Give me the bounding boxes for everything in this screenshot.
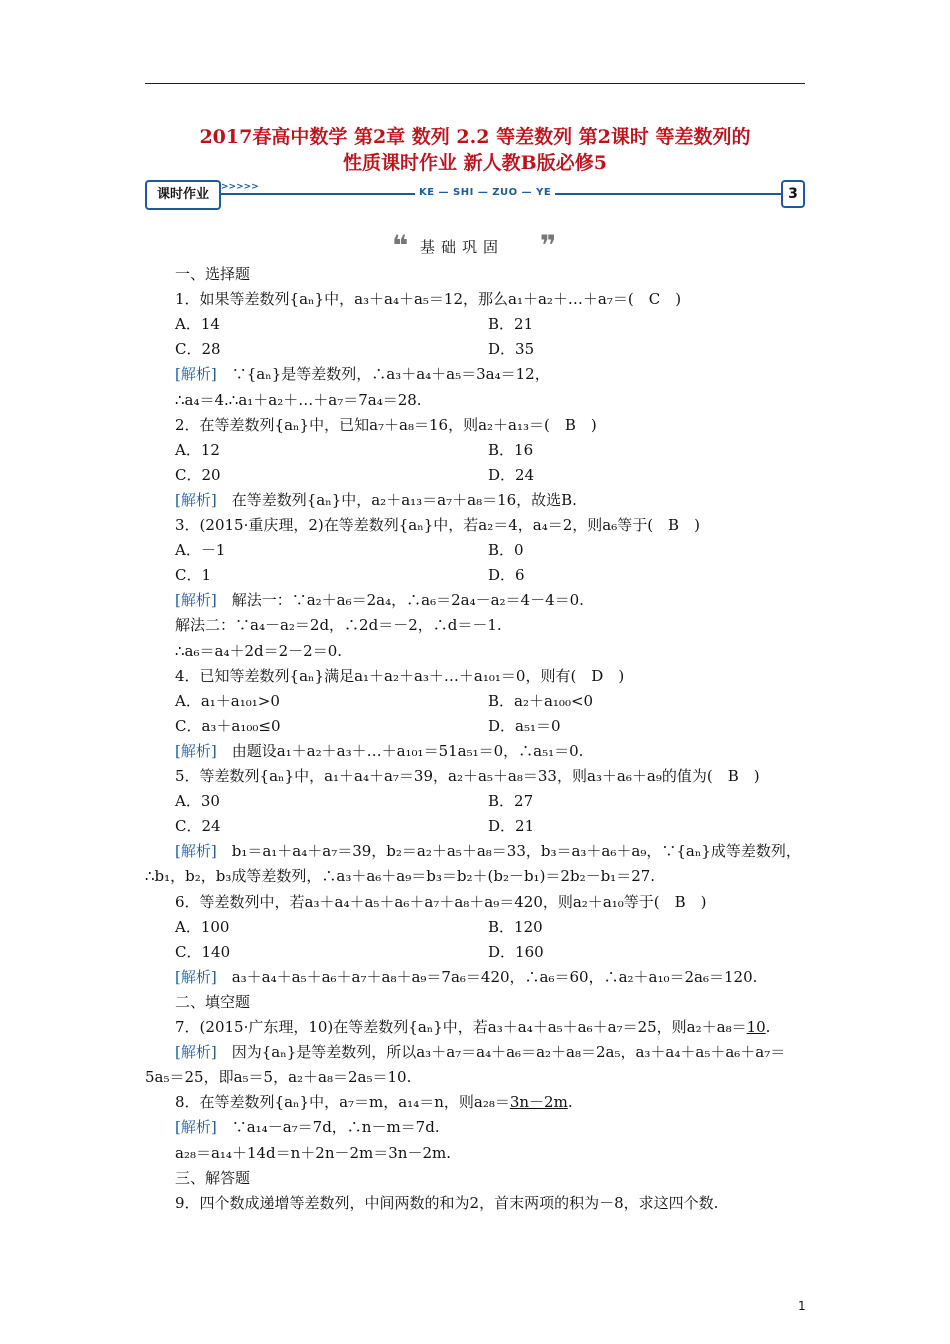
line-text: A．a₁＋a₁₀₁>0	[175, 691, 280, 710]
text-line	[175, 689, 280, 714]
banner-pinyin: KE — SHI — ZUO — YE	[415, 187, 555, 198]
text-line	[175, 965, 757, 990]
text-line	[175, 262, 250, 287]
line-text: 5a₅＝25，即a₅＝5，a₂＋a₈＝2a₅＝10.	[145, 1068, 412, 1087]
line-text: 因为{aₙ}是等差数列，所以a₃＋a₇＝a₄＋a₆＝a₂＋a₈＝2a₅，a₃＋a₄＋a₅＋a₆＋a₇＝	[216, 1043, 786, 1062]
header-rule	[145, 83, 805, 84]
line-text: ∴a₆＝a₄＋2d＝2－2＝0.	[175, 641, 343, 660]
line-text: C．a₃＋a₁₀₀≤0	[175, 716, 281, 735]
option-text: D．6	[488, 566, 525, 585]
line-text: A．12	[175, 440, 220, 459]
text-line	[175, 664, 624, 689]
line-text: A．14	[175, 315, 220, 334]
option-text: D．21	[488, 817, 535, 836]
open-quote-icon: ❝	[392, 229, 409, 262]
text-line	[175, 312, 220, 337]
line-text: 1．如果等差数列{aₙ}中，a₃＋a₄＋a₅＝12，那么a₁＋a₂＋…＋a₇＝( C )	[175, 290, 682, 309]
option-text: D．160	[488, 942, 544, 961]
line-text: 4．已知等差数列{aₙ}满足a₁＋a₂＋a₃＋…＋a₁₀₁＝0，则有( D )	[175, 666, 625, 685]
line-text: 6．等差数列中，若a₃＋a₄＋a₅＋a₆＋a₇＋a₈＋a₉＝420，则a₂＋a₁₀等于( B )	[175, 892, 707, 911]
document-title-line-1: 2017春高中数学 第2章 数列 2.2 等差数列 第2课时 等差数列的	[199, 126, 751, 148]
text-line	[175, 613, 502, 638]
option-text: B．120	[488, 917, 543, 936]
text-line	[175, 538, 225, 563]
line-text: 2．在等差数列{aₙ}中，已知a₇＋a₈＝16，则a₂＋a₁₃＝( B )	[175, 415, 597, 434]
text-line	[145, 864, 655, 889]
text-line	[175, 940, 230, 965]
line-text: ∴a₄＝4.∴a₁＋a₂＋…＋a₇＝7a₄＝28.	[175, 390, 422, 409]
text-line	[175, 714, 281, 739]
text-line	[175, 413, 597, 438]
text-line	[175, 789, 220, 814]
section-title: 基础巩固	[420, 238, 505, 256]
line-text: A．－1	[175, 541, 226, 560]
text-line	[175, 1040, 785, 1065]
line-text: 由题设a₁＋a₂＋a₃＋…＋a₁₀₁＝51a₅₁＝0，∴a₅₁＝0.	[216, 741, 584, 760]
text-line	[175, 337, 221, 362]
analysis-tag: [解析]	[175, 1118, 217, 1137]
line-text: C．28	[175, 340, 221, 359]
line-text: ∵{aₙ}是等差数列，∴a₃＋a₄＋a₅＝3a₄＝12，	[216, 365, 550, 384]
text-line	[175, 990, 250, 1015]
line-text: C．24	[175, 817, 221, 836]
analysis-tag: [解析]	[175, 1043, 217, 1062]
close-quote-icon: ❞	[540, 229, 557, 262]
text-line	[175, 764, 760, 789]
line-text: C．1	[175, 566, 212, 585]
analysis-tag: [解析]	[175, 967, 217, 986]
option-text: D．a₅₁＝0	[488, 716, 561, 735]
banner-label: 课时作业	[145, 180, 221, 210]
text-line	[175, 513, 700, 538]
text-line	[175, 488, 577, 513]
page-number: 1	[798, 1299, 806, 1313]
analysis-tag: [解析]	[175, 365, 217, 384]
line-text: 7．(2015·广东理，10)在等差数列{aₙ}中，若a₃＋a₄＋a₅＋a₆＋a₇＝25，则a₂＋a₈＝	[175, 1018, 747, 1036]
option-text: B．0	[488, 541, 524, 560]
fill-answer: 3n－2m	[509, 1093, 568, 1112]
text-line	[175, 1115, 440, 1140]
line-text: ∴b₁，b₂，b₃成等差数列，∴a₃＋a₆＋a₉＝b₃＝b₂＋(b₂－b₁)＝2b₂－b₁＝27.	[145, 867, 656, 886]
line-text: .	[765, 1018, 771, 1036]
text-line	[175, 287, 681, 312]
line-text: 一、选择题	[175, 265, 251, 283]
line-text: .	[567, 1093, 573, 1112]
text-line	[175, 915, 229, 940]
text-line	[175, 1191, 718, 1216]
document-title-line-2: 性质课时作业 新人教B版必修5	[343, 152, 607, 174]
line-text: 5．等差数列{aₙ}中，a₁＋a₄＋a₇＝39，a₂＋a₅＋a₈＝33，则a₃＋a₆＋a₉的值为( B )	[175, 767, 760, 785]
text-line	[175, 1090, 573, 1115]
text-line	[175, 1141, 451, 1166]
text-line	[175, 739, 583, 764]
line-text: b₁＝a₁＋a₄＋a₇＝39，b₂＝a₂＋a₅＋a₈＝33，b₃＝a₃＋a₆＋a₉，∵{aₙ}成等差数列，	[216, 842, 801, 861]
text-line	[175, 1166, 250, 1191]
text-line	[175, 463, 221, 488]
analysis-tag: [解析]	[175, 490, 217, 509]
text-line	[145, 1065, 411, 1090]
analysis-tag: [解析]	[175, 741, 217, 760]
text-line	[175, 639, 342, 664]
option-text: D．35	[488, 340, 535, 359]
text-line	[175, 588, 584, 613]
text-line	[175, 1015, 770, 1040]
text-line	[175, 839, 801, 864]
line-text: 3．(2015·重庆理，2)在等差数列{aₙ}中，若a₂＝4，a₄＝2，则a₆等于( B )	[175, 516, 700, 534]
line-text: 解法一：∵a₂＋a₆＝2a₄，∴a₆＝2a₄－a₂＝4－4＝0.	[216, 591, 584, 610]
fill-answer: 10	[746, 1018, 766, 1036]
line-text: C．20	[175, 465, 221, 484]
line-text: A．30	[175, 792, 220, 811]
line-text: A．100	[175, 917, 230, 936]
text-line	[175, 362, 550, 387]
line-text: a₃＋a₄＋a₅＋a₆＋a₇＋a₈＋a₉＝7a₆＝420，∴a₆＝60，∴a₂＋a₁₀＝2a₆＝120.	[216, 967, 758, 986]
option-text: B．a₂＋a₁₀₀<0	[488, 691, 594, 710]
homework-banner	[145, 180, 805, 208]
option-text: B．21	[488, 315, 534, 334]
line-text: 二、填空题	[175, 992, 251, 1011]
text-line	[175, 890, 707, 915]
line-text: C．140	[175, 942, 231, 961]
option-text: D．24	[488, 465, 535, 484]
line-text: 在等差数列{aₙ}中，a₂＋a₁₃＝a₇＋a₈＝16，故选B.	[216, 490, 577, 509]
banner-arrows: >>>>>	[221, 182, 259, 192]
option-text: B．27	[488, 792, 534, 811]
banner-number: 3	[781, 180, 805, 208]
option-text: B．16	[488, 440, 534, 459]
line-text: 解法二：∵a₄－a₂＝2d，∴2d＝－2，∴d＝－1.	[175, 616, 502, 635]
text-line	[175, 388, 422, 413]
line-text: 8．在等差数列{aₙ}中，a₇＝m，a₁₄＝n，则a₂₈＝	[175, 1093, 510, 1112]
text-line	[175, 563, 211, 588]
line-text: 9．四个数成递增等差数列，中间两数的和为2，首末两项的积为－8，求这四个数.	[175, 1193, 719, 1212]
line-text: ∵a₁₄－a₇＝7d，∴n－m＝7d.	[216, 1118, 440, 1137]
analysis-tag: [解析]	[175, 591, 217, 610]
line-text: a₂₈＝a₁₄＋14d＝n＋2n－2m＝3n－2m.	[175, 1143, 451, 1162]
line-text: 三、解答题	[175, 1168, 251, 1187]
text-line	[175, 438, 220, 463]
text-line	[175, 814, 221, 839]
analysis-tag: [解析]	[175, 842, 217, 861]
